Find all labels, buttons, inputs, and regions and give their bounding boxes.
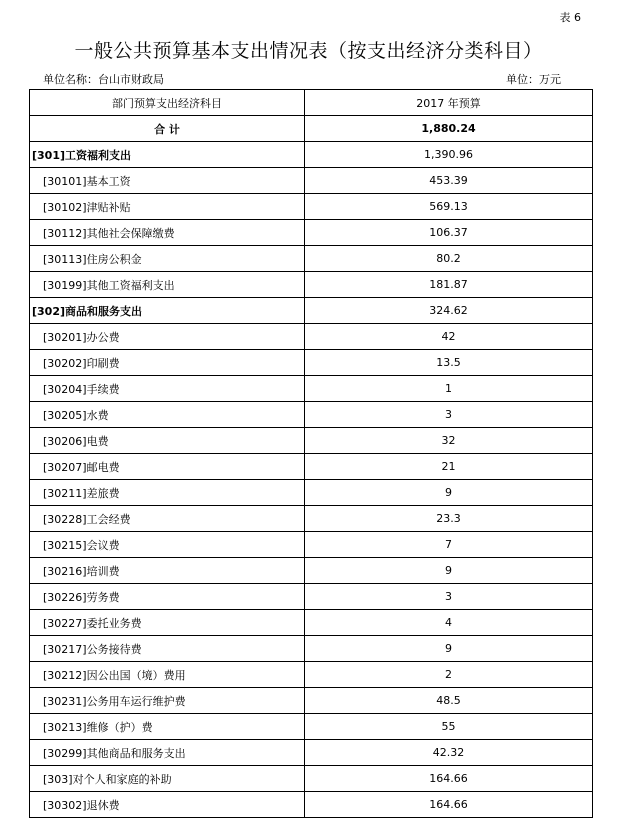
row-value: 164.66 — [305, 792, 593, 818]
row-value: 42 — [305, 324, 593, 350]
column-header-category: 部门预算支出经济科目 — [30, 90, 305, 116]
table-row — [30, 714, 593, 740]
row-category: [30199]其他工资福利支出 — [30, 272, 305, 298]
row-value: 13.5 — [305, 350, 593, 376]
row-category: [30204]手续费 — [30, 376, 305, 402]
row-value: 42.32 — [305, 740, 593, 766]
table-number: 表 6 — [559, 11, 581, 24]
table-row — [30, 766, 593, 792]
row-value: 80.2 — [305, 246, 593, 272]
table-row — [30, 298, 593, 324]
table-row — [30, 662, 593, 688]
row-category: [30112]其他社会保障缴费 — [30, 220, 305, 246]
total-row — [30, 116, 593, 142]
table-row — [30, 246, 593, 272]
currency-unit-label: 单位：万元 — [506, 73, 561, 86]
row-category: [302]商品和服务支出 — [30, 298, 305, 324]
row-category: [30215]会议费 — [30, 532, 305, 558]
page-title: 一般公共预算基本支出情况表（按支出经济分类科目） — [74, 40, 543, 62]
row-category: [30217]公务接待费 — [30, 636, 305, 662]
row-value: 164.66 — [305, 766, 593, 792]
row-value: 9 — [305, 636, 593, 662]
table-row — [30, 584, 593, 610]
row-category: [30213]维修（护）费 — [30, 714, 305, 740]
table-row — [30, 740, 593, 766]
row-category: [30206]电费 — [30, 428, 305, 454]
column-header-budget: 2017 年预算 — [305, 90, 593, 116]
row-category: [30212]因公出国（境）费用 — [30, 662, 305, 688]
row-category: [30113]住房公积金 — [30, 246, 305, 272]
table-row — [30, 688, 593, 714]
row-value: 3 — [305, 584, 593, 610]
table-row — [30, 428, 593, 454]
row-value: 2 — [305, 662, 593, 688]
row-category: [30201]办公费 — [30, 324, 305, 350]
table-row — [30, 142, 593, 168]
row-value: 21 — [305, 454, 593, 480]
row-value: 453.39 — [305, 168, 593, 194]
row-value: 23.3 — [305, 506, 593, 532]
row-value: 55 — [305, 714, 593, 740]
row-category: [30202]印刷费 — [30, 350, 305, 376]
table-row — [30, 376, 593, 402]
row-category: [301]工资福利支出 — [30, 142, 305, 168]
table-row — [30, 220, 593, 246]
row-value: 181.87 — [305, 272, 593, 298]
row-value: 569.13 — [305, 194, 593, 220]
unit-name-label: 单位名称：台山市财政局 — [43, 73, 164, 86]
table-row — [30, 792, 593, 818]
table-row — [30, 506, 593, 532]
table-row — [30, 402, 593, 428]
row-category: [30228]工会经费 — [30, 506, 305, 532]
table-row — [30, 168, 593, 194]
table-header-row — [30, 90, 593, 116]
row-category: [30231]公务用车运行维护费 — [30, 688, 305, 714]
row-value: 1,390.96 — [305, 142, 593, 168]
row-value: 9 — [305, 480, 593, 506]
row-category: [30211]差旅费 — [30, 480, 305, 506]
row-category: [30302]退休费 — [30, 792, 305, 818]
row-value: 106.37 — [305, 220, 593, 246]
row-category: [30226]劳务费 — [30, 584, 305, 610]
row-category: [30101]基本工资 — [30, 168, 305, 194]
table-row — [30, 194, 593, 220]
row-category: [30207]邮电费 — [30, 454, 305, 480]
row-category: [303]对个人和家庭的补助 — [30, 766, 305, 792]
row-value: 48.5 — [305, 688, 593, 714]
row-category: [30227]委托业务费 — [30, 610, 305, 636]
row-category: [30216]培训费 — [30, 558, 305, 584]
row-value: 32 — [305, 428, 593, 454]
row-value: 1 — [305, 376, 593, 402]
table-row — [30, 610, 593, 636]
table-row — [30, 636, 593, 662]
row-category: [30299]其他商品和服务支出 — [30, 740, 305, 766]
total-label: 合 计 — [30, 116, 305, 142]
row-value: 7 — [305, 532, 593, 558]
row-value: 4 — [305, 610, 593, 636]
table-row — [30, 532, 593, 558]
table-row — [30, 480, 593, 506]
table-row — [30, 558, 593, 584]
table-row — [30, 454, 593, 480]
row-value: 324.62 — [305, 298, 593, 324]
row-category: [30205]水费 — [30, 402, 305, 428]
row-value: 9 — [305, 558, 593, 584]
table-row — [30, 324, 593, 350]
table-row — [30, 272, 593, 298]
expenditure-table — [29, 89, 593, 818]
row-value: 3 — [305, 402, 593, 428]
total-value: 1,880.24 — [305, 116, 593, 142]
table-row — [30, 350, 593, 376]
row-category: [30102]津贴补贴 — [30, 194, 305, 220]
